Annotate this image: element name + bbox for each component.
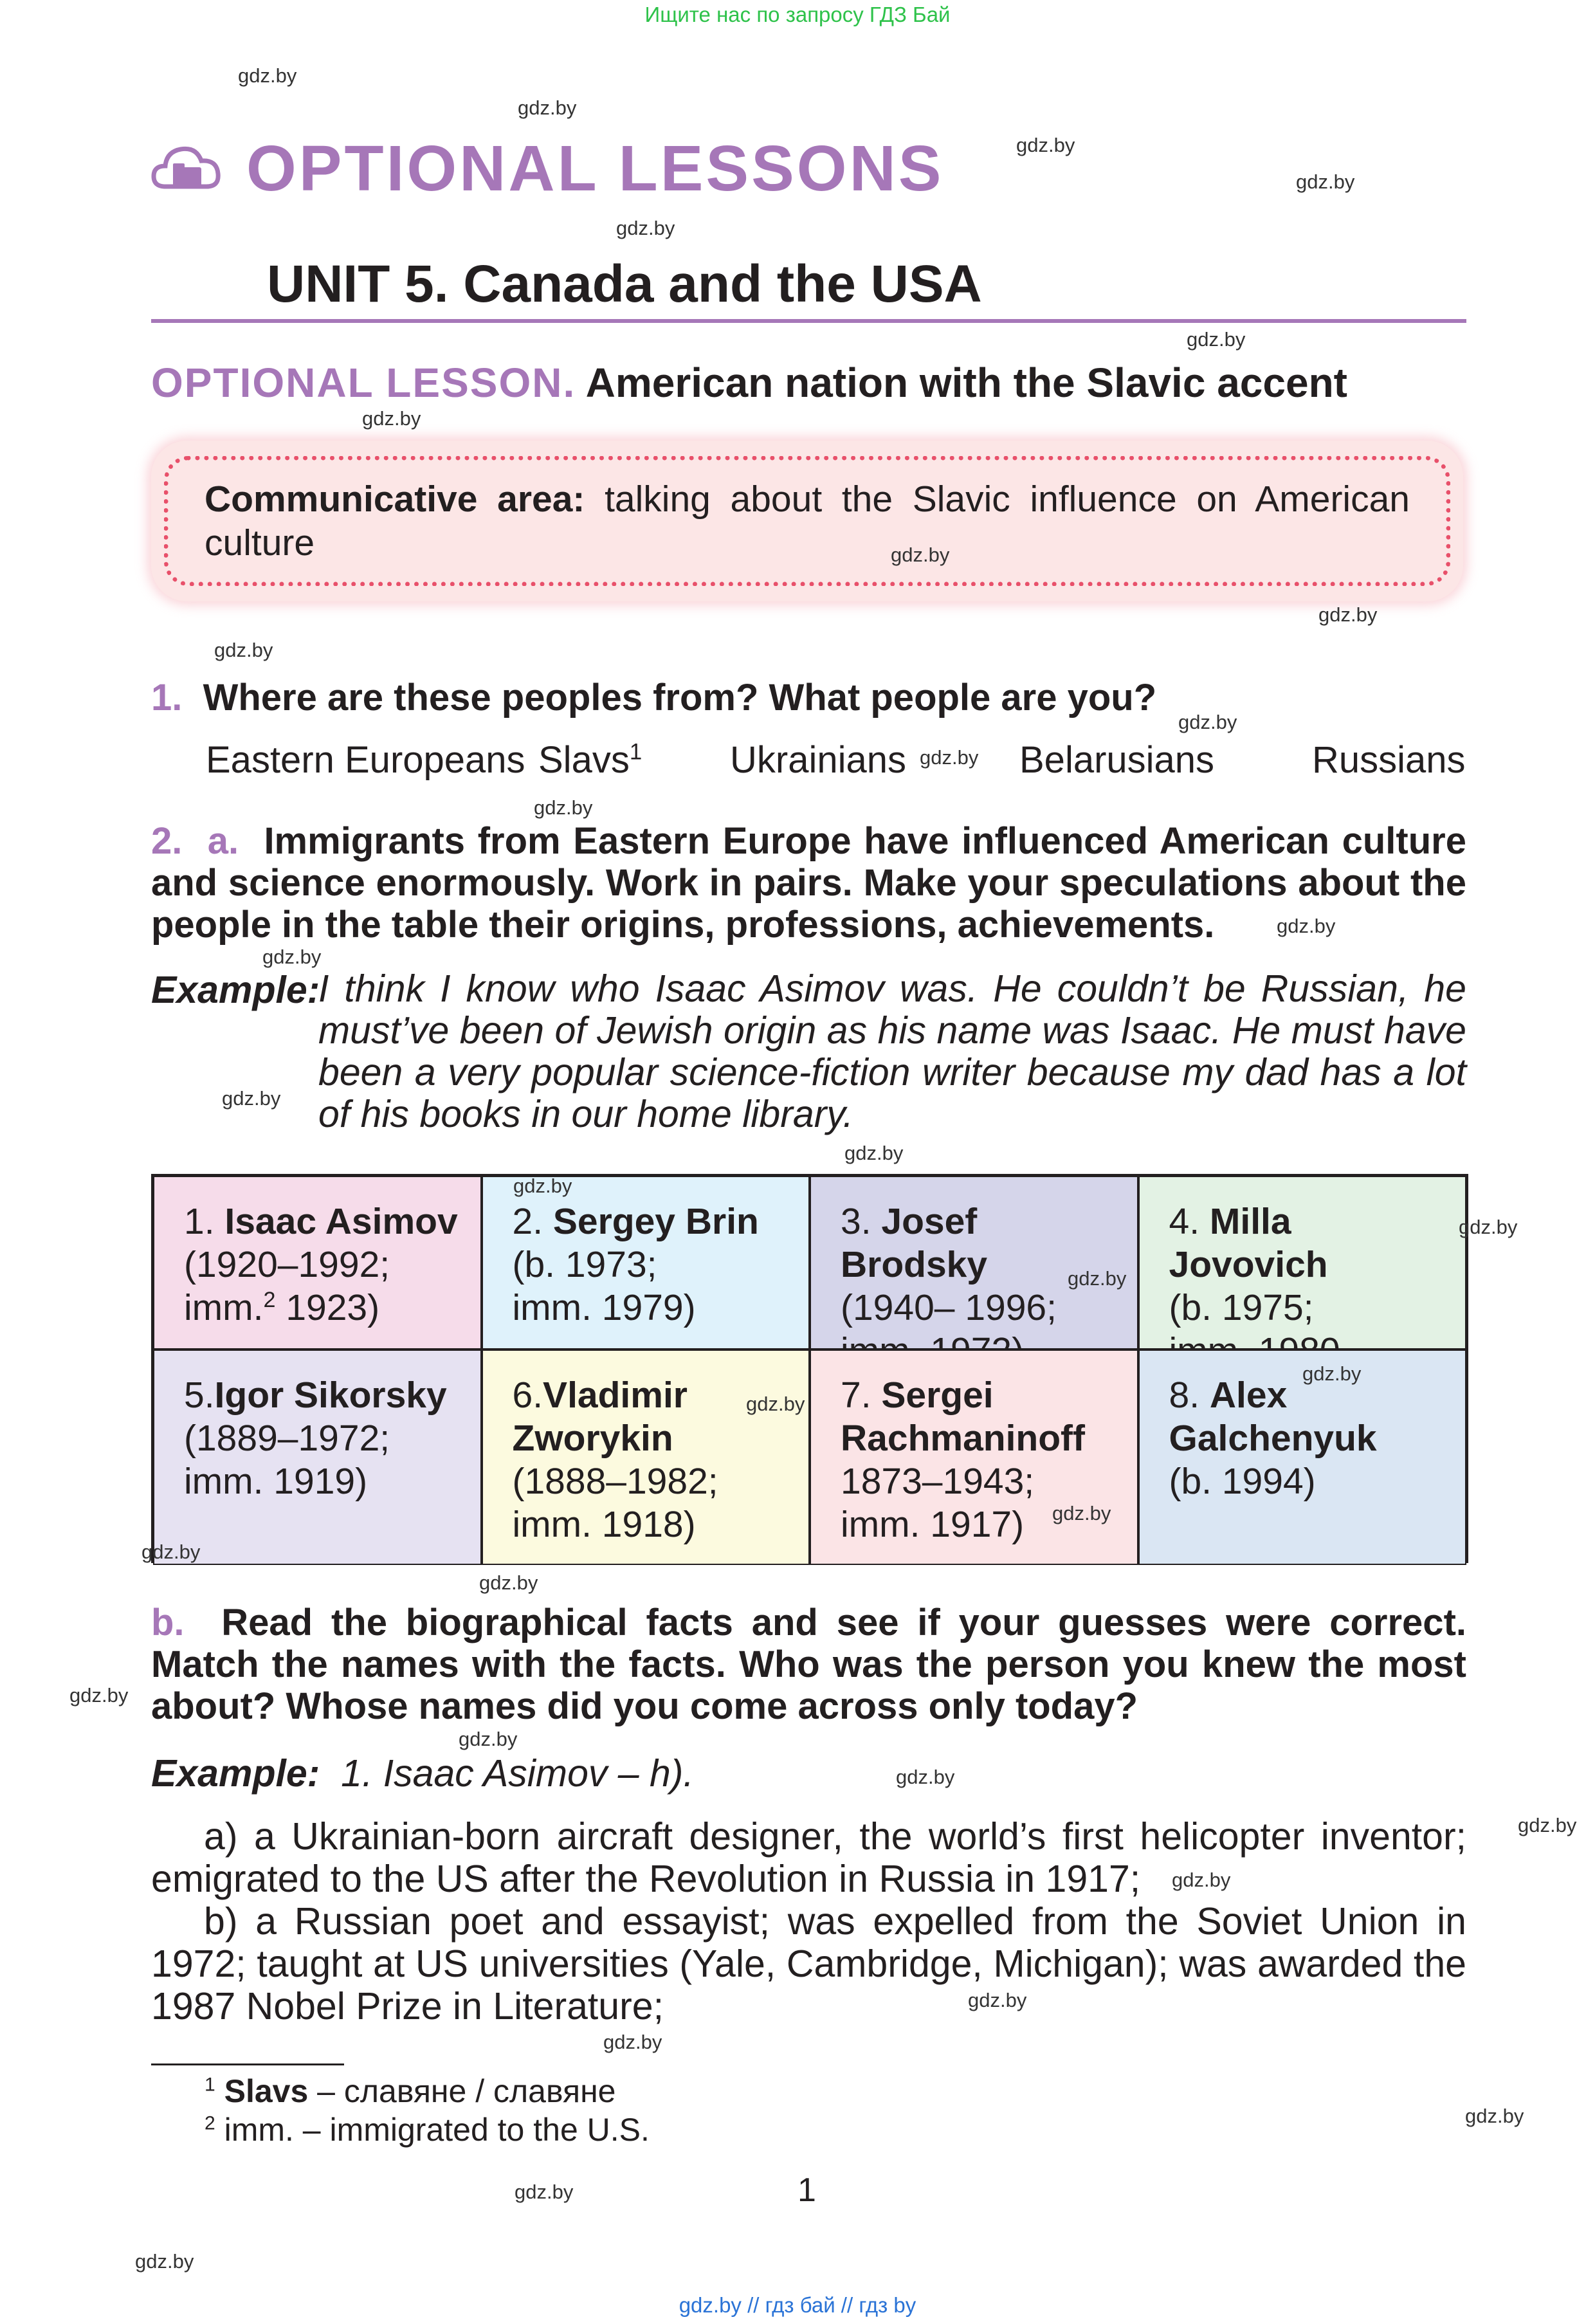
slavs-word: Slavs: [538, 739, 630, 781]
watermark: gdz.by: [1518, 1814, 1577, 1836]
person-surname: Galchenyuk: [1169, 1418, 1377, 1459]
watermark: gdz.by: [362, 407, 421, 430]
page-number: 1: [798, 2172, 816, 2209]
person-imm-year: 1923): [275, 1287, 380, 1328]
lesson-name: American nation with the Slavic accent: [585, 360, 1347, 406]
watermark: gdz.by: [479, 1571, 538, 1594]
person-cell-jovovich: [1138, 1176, 1467, 1350]
person-number: 2.: [512, 1201, 543, 1242]
person-dates: (b. 1973;: [512, 1244, 657, 1285]
watermark: gdz.by: [222, 1087, 281, 1110]
person-surname: Rachmaninoff: [841, 1418, 1086, 1459]
footnote-mark: 1: [205, 2074, 215, 2096]
person-cell-zworykin: [482, 1350, 810, 1565]
example-2b: [151, 1752, 694, 1795]
watermark: gdz.by: [746, 1393, 805, 1415]
people-belarusians: Belarusians: [1019, 739, 1215, 781]
person-name: Isaac Asimov: [224, 1201, 458, 1242]
exercise-1-question: [151, 677, 1156, 718]
people-eastern-europeans: Eastern Europeans: [206, 739, 525, 781]
person-number: 4.: [1169, 1201, 1200, 1242]
person-name: Josef Brodsky: [841, 1201, 988, 1285]
watermark: gdz.by: [518, 96, 577, 119]
person-dates: (b. 1975;: [1169, 1287, 1314, 1328]
fact-a: a) a Ukrainian-born aircraft designer, the world’s first helicopter inventor; emigrated to the US after the Revolution in Russia in 1917;: [151, 1815, 1466, 1900]
watermark: gdz.by: [1068, 1267, 1127, 1290]
watermark: gdz.by: [1172, 1869, 1231, 1891]
person-imm: imm. 1917): [841, 1504, 1025, 1545]
watermark: gdz.by: [141, 1541, 201, 1563]
watermark: gdz.by: [603, 2031, 662, 2053]
watermark: gdz.by: [1318, 603, 1378, 626]
cloud-folder-icon: [151, 142, 222, 196]
watermark: gdz.by: [459, 1728, 518, 1750]
person-dates: (1889–1972;: [184, 1418, 390, 1459]
watermark: gdz.by: [214, 639, 273, 661]
people-slavs: [538, 738, 642, 782]
communicative-area-frame: [164, 456, 1450, 586]
footnote-1: [205, 2072, 616, 2110]
bottom-banner[interactable]: gdz.by // гдз бай // гдз by: [679, 2293, 916, 2317]
exercise-1-text: Where are these peoples from? What people are you?: [203, 677, 1157, 718]
person-name: Milla Jovovich: [1169, 1201, 1328, 1285]
person-number: 6.: [512, 1375, 543, 1416]
communicative-area-box: [151, 441, 1463, 601]
example-2b-label: Example:: [151, 1752, 320, 1795]
watermark: gdz.by: [896, 1766, 955, 1788]
watermark: gdz.by: [616, 217, 675, 239]
watermark: gdz.by: [968, 1989, 1027, 2011]
exercise-2a-text: Immigrants from Eastern Europe have influenced American culture and science enormously. Work in pairs. Make your speculations about the people in the table their origins, professions, achievements.: [151, 820, 1466, 946]
person-number: 1.: [184, 1201, 215, 1242]
communicative-text: talking about the Slavic influence on American culture: [205, 479, 1410, 563]
lesson-label: OPTIONAL LESSON.: [151, 360, 576, 406]
person-cell-sikorsky: [153, 1350, 482, 1565]
person-number: 7.: [841, 1375, 871, 1416]
person-cell-rachmaninoff: [810, 1350, 1138, 1565]
footnote-text: – славяне / славяне: [308, 2073, 616, 2109]
person-name: Alex: [1209, 1375, 1288, 1416]
lesson-title: [151, 359, 1347, 407]
watermark: gdz.by: [891, 544, 950, 566]
watermark: gdz.by: [1302, 1362, 1362, 1385]
exercise-2a-letter: a.: [207, 820, 239, 862]
person-number: 5.: [184, 1375, 215, 1416]
watermark: gdz.by: [1459, 1216, 1518, 1238]
top-banner[interactable]: Ищите нас по запросу ГДЗ Бай: [644, 3, 951, 26]
footnote-2: [205, 2111, 650, 2148]
person-surname: Zworykin: [512, 1418, 673, 1459]
slavs-footnote-mark: 1: [629, 739, 643, 765]
person-dates: (1940– 1996;: [841, 1287, 1057, 1328]
person-name: Vladimir: [543, 1375, 688, 1416]
person-name: Sergey Brin: [552, 1201, 759, 1242]
section-header: [151, 132, 944, 206]
person-dates: 1873–1943;: [841, 1461, 1035, 1502]
watermark: gdz.by: [1465, 2105, 1524, 2127]
people-ukrainians: Ukrainians: [730, 739, 906, 781]
watermark: gdz.by: [1277, 915, 1336, 937]
example-2a-text: I think I know who Isaac Asimov was. He couldn’t be Russian, he must’ve been of Jewish origin as his name was Isaac. He must have been a very popular science-fiction writer because my dad has a lot of his books in our home library.: [318, 967, 1466, 1135]
person-cell-brodsky: [810, 1176, 1138, 1350]
person-name: Sergei: [881, 1375, 994, 1416]
person-name: Igor Sikorsky: [214, 1375, 447, 1416]
optional-lessons-title: OPTIONAL LESSONS: [246, 133, 944, 205]
exercise-2-number: 2.: [151, 820, 183, 862]
exercise-2a-instruction: [151, 820, 1466, 946]
watermark: gdz.by: [69, 1684, 129, 1706]
person-dates: (b. 1994): [1169, 1461, 1316, 1502]
footnote-term: Slavs: [224, 2073, 309, 2109]
footnote-text: imm. – immigrated to the U.S.: [215, 2112, 650, 2148]
person-imm-label: imm.: [184, 1287, 264, 1328]
exercise-2b-instruction: [151, 1602, 1466, 1727]
person-dates: (1888–1982;: [512, 1461, 718, 1502]
example-2b-text: 1. Isaac Asimov – h).: [341, 1752, 694, 1795]
watermark: gdz.by: [920, 746, 979, 769]
watermark: gdz.by: [1052, 1502, 1111, 1524]
footnote-divider: [151, 2063, 344, 2065]
watermark: gdz.by: [238, 64, 297, 87]
people-table: [151, 1174, 1468, 1563]
example-2a-label: Example:: [151, 969, 320, 1011]
imm-footnote-mark: 2: [263, 1288, 276, 1312]
person-imm: imm. 1918): [512, 1504, 696, 1545]
person-cell-brin: [482, 1176, 810, 1350]
person-number: 3.: [841, 1201, 871, 1242]
exercise-1-number: 1.: [151, 677, 183, 718]
watermark: gdz.by: [262, 946, 322, 968]
communicative-label: Communicative area:: [205, 479, 585, 520]
unit-title: UNIT 5. Canada and the USA: [267, 255, 982, 313]
footnote-mark: 2: [205, 2112, 215, 2134]
unit-divider: [151, 319, 1466, 323]
watermark: gdz.by: [1016, 134, 1075, 156]
watermark: gdz.by: [1296, 170, 1355, 193]
person-imm: imm. 1919): [184, 1461, 368, 1502]
person-cell-asimov: [153, 1176, 482, 1350]
exercise-2b-text: Read the biographical facts and see if your guesses were correct. Match the names with the facts. Who was the person you knew the most about? Whose names did you come across only today?: [151, 1602, 1466, 1727]
person-dates: (1920–1992;: [184, 1244, 390, 1285]
person-number: 8.: [1169, 1375, 1200, 1416]
watermark: gdz.by: [844, 1142, 904, 1164]
people-russians: Russians: [1312, 739, 1466, 781]
watermark: gdz.by: [135, 2250, 194, 2273]
watermark: gdz.by: [513, 1175, 572, 1197]
fact-b: b) a Russian poet and essayist; was expelled from the Soviet Union in 1972; taught at US universities (Yale, Cambridge, Michigan); was awarded the 1987 Nobel Prize in Literature;: [151, 1900, 1466, 2027]
watermark: gdz.by: [534, 796, 593, 819]
watermark: gdz.by: [515, 2181, 574, 2203]
watermark: gdz.by: [1187, 328, 1246, 351]
exercise-2b-letter: b.: [151, 1602, 185, 1643]
person-imm: imm. 1979): [512, 1287, 696, 1328]
watermark: gdz.by: [1178, 711, 1237, 733]
